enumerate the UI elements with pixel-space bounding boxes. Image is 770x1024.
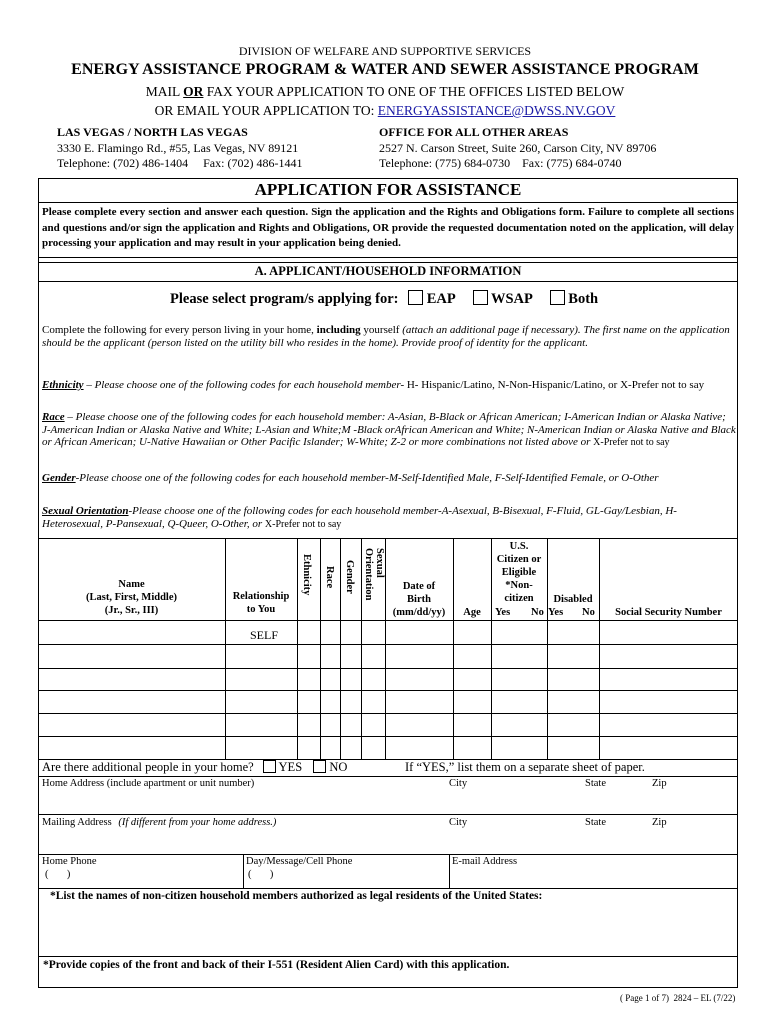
mail-instructions — [0, 84, 770, 100]
gender-text: -Please choose one of the following codes for each household member-M-Self-Identified Male, F-Self-Identified Female, or O-Other — [75, 472, 659, 484]
header-name: Name (Last, First, Middle) (Jr., Sr., III) — [86, 579, 177, 616]
header-citizen-yes: Yes — [495, 607, 511, 618]
office-lv-title: LAS VEGAS / NORTH LAS VEGAS — [57, 125, 248, 139]
complete-instructions — [42, 324, 736, 349]
header-age: Age — [463, 607, 481, 618]
office-other — [379, 125, 656, 172]
email-address-label: E-mail Address — [452, 856, 518, 867]
header-dob: Date of Birth (mm/dd/yy) — [392, 581, 446, 618]
home-phone-label: Home Phone — [42, 856, 97, 867]
home-address-field[interactable] — [42, 792, 732, 812]
if-yes-note: If “YES,” list them on a separate sheet of paper. — [405, 760, 645, 774]
email-link[interactable]: ENERGYASSISTANCE@DWSS.NV.GOV — [377, 103, 616, 118]
cell-phone-label: Day/Message/Cell Phone — [246, 856, 353, 867]
gender-label: Gender — [42, 472, 76, 484]
header-sexual-orientation: Sexual Orientation — [363, 548, 385, 601]
noncitizen-note: *List the names of non-citizen household members authorized as legal residents of the United States: — [50, 890, 543, 902]
race-tail: X-Prefer not to say — [593, 437, 670, 448]
mailing-city-label: City — [449, 817, 468, 828]
home-state-label: State — [585, 778, 606, 789]
header-ethnicity: Ethnicity — [301, 554, 312, 596]
header-relationship: Relationship to You — [232, 591, 290, 615]
header-ssn: Social Security Number — [615, 607, 722, 618]
page-footer: ( Page 1 of 7) 2824 – EL (7/22) — [620, 993, 736, 1003]
additional-people-question: Are there additional people in your home? — [42, 760, 254, 774]
header-citizen-no: No — [531, 607, 544, 618]
ethnicity-label: Ethnicity — [42, 379, 84, 391]
i551-note: *Provide copies of the front and back of their I-551 (Resident Alien Card) with this application. — [43, 959, 510, 971]
both-checkbox[interactable] — [550, 290, 565, 305]
mailing-state-label: State — [585, 817, 606, 828]
additional-people-row — [42, 760, 347, 775]
or-emphasis: OR — [183, 84, 204, 99]
sexual-orientation-label: Sexual Orientation — [42, 505, 129, 517]
home-phone-field[interactable]: ( ) — [45, 869, 71, 880]
sexual-orientation-tail: X-Prefer not to say — [264, 518, 342, 530]
ethnicity-codes: H- Hispanic/Latino, N-Non-Hispanic/Latino, or X-Prefer not to say — [406, 379, 705, 391]
eap-checkbox[interactable] — [408, 290, 423, 305]
header-race: Race — [324, 566, 335, 589]
office-other-phone: Telephone: (775) 684-0730 Fax: (775) 684-0740 — [379, 156, 622, 170]
both-label: Both — [568, 291, 599, 307]
instructions-text: Please complete every section and answer each question. Sign the application and the Rights and Obligations form. Failure to complete all sections and questions and/or sign the application and Rights and Obligations, OR provide the requested documentation noted on the application, will delay processing your application and may result in your application being denied. — [42, 206, 734, 249]
mailing-address-row — [42, 817, 276, 828]
ethnicity-instructions — [42, 379, 736, 392]
email-instructions — [0, 103, 770, 119]
complete-pre: Complete the following for every person living in your home, — [42, 324, 317, 336]
additional-yes-checkbox[interactable] — [263, 760, 276, 773]
complete-italic: (attach an additional page if necessary). The first name on the application should be the applicant (person listed on the utility bill who resides in the home). Provide proof of identity for the applicant. — [42, 324, 730, 349]
additional-no-label: NO — [329, 760, 348, 774]
mailing-address-field[interactable] — [42, 831, 732, 851]
noncitizen-names-field[interactable] — [42, 906, 732, 954]
household-table — [38, 538, 738, 759]
header-citizen: U.S. Citizen or Eligible *Non- citizen — [496, 541, 542, 604]
mailing-address-note: (If different from your home address.) — [118, 817, 277, 828]
fax-text: FAX YOUR APPLICATION TO ONE OF THE OFFICES LISTED BELOW — [203, 84, 625, 99]
race-label: Race — [42, 411, 65, 423]
division-heading: DIVISION OF WELFARE AND SUPPORTIVE SERVICES — [238, 44, 532, 58]
mailing-address-label: Mailing Address — [42, 817, 112, 828]
cell-phone-field[interactable]: ( ) — [248, 869, 274, 880]
mail-text: MAIL — [145, 84, 184, 99]
office-other-title: OFFICE FOR ALL OTHER AREAS — [379, 125, 569, 139]
ethnicity-text: – Please choose one of the following codes for each household member- — [83, 379, 407, 391]
complete-mid: yourself — [360, 324, 403, 336]
additional-no-checkbox[interactable] — [313, 760, 326, 773]
header-disabled-no: No — [582, 607, 595, 618]
office-other-address: 2527 N. Carson Street, Suite 260, Carson City, NV 89706 — [379, 140, 657, 155]
home-address-label: Home Address (include apartment or unit number) — [42, 778, 255, 789]
header-gender: Gender — [344, 560, 355, 594]
self-cell: SELF — [250, 628, 279, 642]
program-prompt: Please select program/s applying for: — [170, 291, 399, 307]
additional-yes-label: YES — [278, 760, 303, 774]
gender-instructions — [42, 472, 736, 485]
email-prefix: OR EMAIL YOUR APPLICATION TO: — [154, 103, 378, 118]
header-disabled: Disabled — [553, 594, 593, 605]
wsap-checkbox[interactable] — [473, 290, 488, 305]
sexual-orientation-instructions — [42, 505, 736, 531]
home-city-label: City — [449, 778, 468, 789]
section-a-title: A. APPLICANT/HOUSEHOLD INFORMATION — [254, 264, 522, 278]
program-select — [170, 290, 598, 308]
email-address-field[interactable] — [452, 869, 732, 885]
sexual-orientation-text: -Please choose one of the following codes for each household member-A-Asexual, B-Bisexual, F-Fluid, GL-Gay/Lesbian, H-Heterosexual, P-Pansexual, Q-Queer, O-Other, or — [42, 505, 677, 530]
office-lv-phone: Telephone: (702) 486-1404 Fax: (702) 486-1441 — [57, 156, 303, 170]
complete-bold: including — [316, 324, 361, 336]
header-disabled-yes: Yes — [548, 607, 564, 618]
office-las-vegas — [57, 125, 302, 172]
office-lv-address: 3330 E. Flamingo Rd., #55, Las Vegas, NV 89121 — [57, 140, 299, 155]
race-text: – Please choose one of the following codes for each household member: A-Asian, B-Black or African American; I-American Indian or Alaska Native; J-American Indian or Alaska Native and White; L-Asian and White;M -Black orAfrican American and White; N-American Indian or Alaska Native and Black or African American; U-Native Hawaiian or Other Pacific Islander; W-White; Z-2 or more combinations not listed above or — [42, 411, 736, 448]
home-zip-label: Zip — [652, 778, 667, 789]
wsap-label: WSAP — [490, 291, 533, 307]
race-instructions — [42, 411, 736, 450]
mailing-zip-label: Zip — [652, 817, 667, 828]
form-title: APPLICATION FOR ASSISTANCE — [254, 180, 522, 199]
eap-label: EAP — [426, 291, 455, 307]
program-heading: ENERGY ASSISTANCE PROGRAM & WATER AND SEWER ASSISTANCE PROGRAM — [71, 61, 699, 78]
